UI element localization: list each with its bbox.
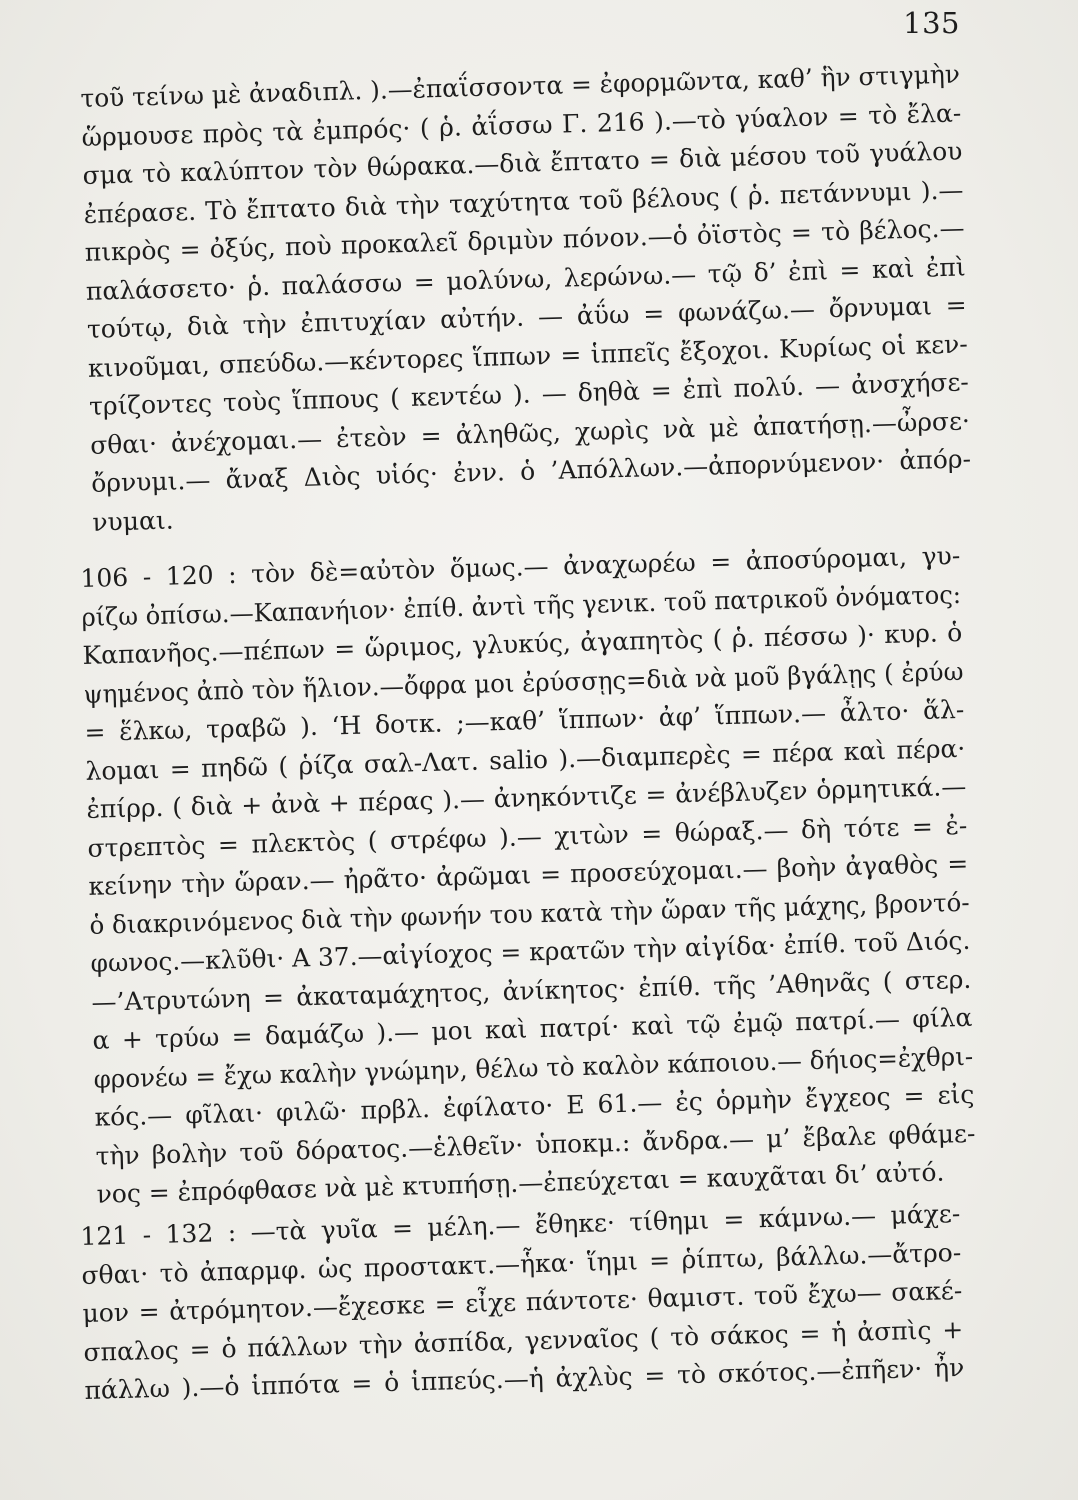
text-line: ἐπίρρ. ( διὰ + ἀνὰ + πέρας ).— ἀνηκόντιζε = ἀνέβλυζεν ὁρμητικά.— (86, 771, 967, 824)
text-line: στρεπτὸς = πλεκτὸς ( στρέφω ).— χιτὼν = θώραξ.— δὴ τότε = ἐ- (87, 810, 968, 863)
text-line: κείνην τὴν ὥραν.— ἠρᾶτο· ἀρῶμαι = προσεύχομαι.— βοὴν ἀγαθὸς = (88, 848, 969, 901)
commentary-paragraph (80, 1195, 965, 1410)
text-line: σθαι· ἀνέχομαι.— ἐτεὸν = ἀληθῶς, χωρὶς νὰ μὲ ἀπατήσῃ.—ὦρσε· (89, 405, 971, 460)
text-line: τοῦ τείνω μὲ ἀναδιπλ. ).—ἐπαΐσσοντα = ἐφορμῶντα, καθ’ ἣν στιγμὴν (80, 59, 961, 113)
commentary-paragraph (80, 537, 977, 1214)
text-line: ψημένος ἀπὸ τὸν ἥλιον.—ὄφρα μοι ἐρύσσῃς=διὰ νὰ μοῦ βγάλῃς ( ἐρύω (83, 656, 964, 709)
text-line: φωνος.—κλῦθι· Α 37.—αἰγίοχος = κρατῶν τὴν αἰγίδα· ἐπίθ. τοῦ Διός. (90, 925, 971, 978)
text-line: λομαι = πηδῶ ( ῥίζα σαλ-Λατ. salio ).—διαμπερὲς = πέρα καὶ πέρα· (85, 733, 966, 786)
text-line: 121 - 132 : —τὰ γυῖα = μέλη.— ἔθηκε· τίθημι = κάμνω.— μάχε- (80, 1198, 961, 1251)
page-number: 135 (903, 6, 960, 40)
text-line: σμα τὸ καλύπτον τὸν θώρακα.—διὰ ἔπτατο = διὰ μέσου τοῦ γυάλου (82, 136, 963, 190)
text-line: ὥρμουσε πρὸς τὰ ἐμπρός· ( ῥ. ἀΐσσω Γ. 216 ).—τὸ γύαλον = τὸ ἔλα- (81, 97, 962, 152)
text-line: Καπανῆος.—πέπων = ὥριμος, γλυκύς, ἀγαπητὸς ( ῥ. πέσσω )· κυρ. ὁ (82, 617, 963, 670)
text-line: = ἕλκω, τραβῶ ). ‘Η δοτκ. ;—καθ’ ἵππων· ἀφ’ ἵππων.— ἆλτο· ἅλ- (84, 694, 965, 747)
commentary-paragraph (80, 55, 973, 541)
text-line: πάλλω ).—ὁ ἱππότα = ὁ ἱππεύς.—ἡ ἀχλὺς = τὸ σκότος.—ἐπῆεν· ἦν (84, 1352, 965, 1405)
text-line: παλάσσετο· ῥ. παλάσσω = μολύνω, λερώνω.— τῷ δ’ ἐπὶ = καὶ ἐπὶ (85, 251, 966, 306)
text-line: ρίζω ὀπίσω.—Καπανήιον· ἐπίθ. ἀντὶ τῆς γενικ. τοῦ πατρικοῦ ὀνόματος: (81, 579, 962, 632)
text-line: σθαι· τὸ ἀπαρμφ. ὡς προστακτ.—ἧκα· ἵημι = ῥίπτω, βάλλω.—ἄτρο- (81, 1237, 962, 1290)
text-line: ὁ διακρινόμενος διὰ τὴν φωνήν του κατὰ τὴν ὥραν τῆς μάχης, βροντό- (89, 887, 970, 940)
text-line: —’Ατρυτώνη = ἀκαταμάχητος, ἀνίκητος· ἐπίθ. τῆς ’Αθηνᾶς ( στερ. (91, 964, 972, 1017)
text-line: ὄρνυμι.— ἄναξ Διὸς υἱός· ἐνν. ὁ ’Απόλλων.—ἀπορνύμενον· ἀπόρ- (90, 444, 972, 498)
text-line: κός.— φῖλαι· φιλῶ· πρβλ. ἐφίλατο· Ε 61.— ἐς ὁρμὴν ἔγχεος = εἰς (94, 1079, 975, 1132)
text-line: 106 - 120 : τὸν δὲ=αὐτὸν ὅμως.— ἀναχωρέω = ἀποσύρομαι, γυ- (80, 540, 961, 593)
text-line: σπαλος = ὁ πάλλων τὴν ἀσπίδα, γενναῖος ( τὸ σάκος = ἡ ἀσπὶς + (83, 1314, 964, 1367)
text-line: μον = ἀτρόμητον.—ἔχεσκε = εἶχε πάντοτε· θαμιστ. τοῦ ἔχω— σακέ- (82, 1275, 963, 1328)
text-line: τὴν βολὴν τοῦ δόρατος.—ἑλθεῖν· ὑποκμ.: ἄνδρα.— μ’ ἔβαλε φθάμε- (95, 1118, 976, 1171)
text-line: ἐπέρασε. Τὸ ἔπτατο διὰ τὴν ταχύτητα τοῦ βέλους ( ῥ. πετάννυμι ).— (83, 174, 964, 229)
text-line: νυμαι. (91, 505, 174, 537)
text-line: α + τρύω = δαμάζω ).— μοι καὶ πατρί· καὶ τῷ ἐμῷ πατρί.— φίλα (92, 1002, 973, 1055)
text-line: πικρὸς = ὀξύς, ποὺ προκαλεῖ δριμὺν πόνον.—ὁ ὀϊστὸς = τὸ βέλος.— (84, 213, 965, 267)
text-line: νος = ἐπρόφθασε νὰ μὲ κτυπήσῃ.—ἐπεύχεται = καυχᾶται δι’ αὐτό. (96, 1157, 945, 1209)
text-line: κινοῦμαι, σπεύδω.—κέντορες ἵππων = ἱππεῖς ἔξοχοι. Κυρίως οἱ κεν- (87, 328, 969, 383)
text-line: φρονέω = ἔχω καλὴν γνώμην, θέλω τὸ καλὸν κάποιου.— δήιος=ἐχθρι- (93, 1041, 974, 1094)
text-line: τρίζοντες τοὺς ἵππους ( κεντέω ). — δηθὰ = ἐπὶ πολύ. — ἀνσχήσε- (88, 367, 970, 421)
text-line: τούτῳ, διὰ τὴν ἐπιτυχίαν αὐτήν. — ἀΰω = φωνάζω.— ὄρνυμαι = (86, 290, 968, 344)
